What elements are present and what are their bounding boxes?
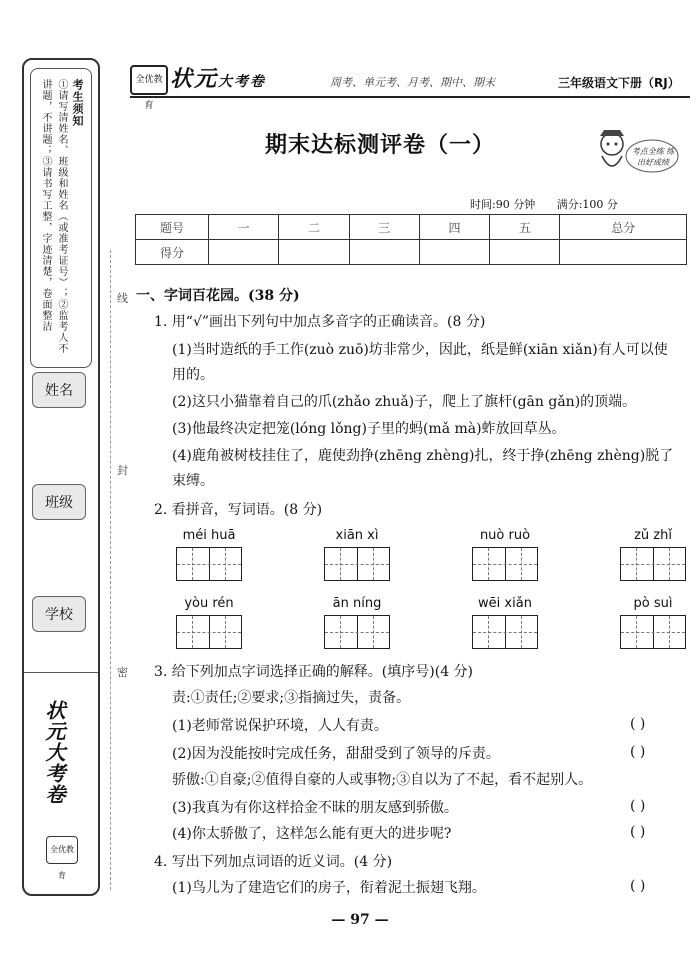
pinyin-label: nuò ruò xyxy=(479,528,531,543)
question-title: 4. 写出下列加点词语的近义词。(4 分) xyxy=(154,854,393,870)
brand-small: 大考卷 xyxy=(218,74,267,90)
pinyin-label: méi huā xyxy=(182,528,236,543)
notice-title: 考生须知 xyxy=(71,79,84,127)
table-cell: 二 xyxy=(279,215,349,240)
writing-grid[interactable] xyxy=(176,547,242,581)
brand-main: 状元 xyxy=(170,67,219,92)
answer-blank[interactable]: ( ) xyxy=(630,824,646,840)
sidebar-logo: 全优教育 xyxy=(46,836,78,864)
pinyin-label: wēi xiǎn xyxy=(478,596,532,611)
table-cell: 四 xyxy=(419,215,489,240)
score-cell[interactable] xyxy=(560,240,687,265)
writing-grid[interactable] xyxy=(472,615,538,649)
school-label: 学校 xyxy=(32,596,86,632)
pinyin-label: zǔ zhǐ xyxy=(634,528,672,543)
cut-mark-secret: 密 xyxy=(117,666,128,679)
notice-box xyxy=(30,68,92,368)
pinyin-label: ān níng xyxy=(332,596,382,611)
page-number: — 97 — xyxy=(331,912,389,928)
table-cell: 五 xyxy=(490,215,560,240)
answer-blank[interactable]: ( ) xyxy=(630,716,646,732)
score-cell[interactable] xyxy=(490,240,560,265)
definition-line: 责:①责任;②要求;③指摘过失，责备。 xyxy=(172,690,411,706)
table-cell: 得分 xyxy=(136,240,209,265)
question-item: (3)他最终决定把笼(lóng lǒng)子里的蚂(mǎ mà)蚱放回草丛。 xyxy=(172,421,566,437)
cut-mark-seal: 封 xyxy=(117,464,128,477)
writing-grid[interactable] xyxy=(324,547,390,581)
pinyin-label: pò suì xyxy=(633,596,673,611)
question-item: (3)我真为有你这样拾金不昧的朋友感到骄傲。 xyxy=(172,800,458,816)
writing-grid[interactable] xyxy=(176,615,242,649)
question-item: (1)当时造纸的手工作(zuò zuō)坊非常少，因此，纸是鲜(xiān xiǎn)有人可以使 xyxy=(172,342,668,358)
name-label: 姓名 xyxy=(32,372,86,408)
pinyin-label: xiān xì xyxy=(335,528,379,543)
binding-strip xyxy=(22,58,100,896)
question-item: (2)因为没能按时完成任务，甜甜受到了领导的斥责。 xyxy=(172,746,500,762)
score-cell[interactable] xyxy=(279,240,349,265)
question-item: 用的。 xyxy=(172,367,214,383)
score-cell[interactable] xyxy=(349,240,419,265)
exam-title: 期末达标测评卷（一） xyxy=(264,133,495,158)
question-item: (4)你太骄傲了，这样怎么能有更大的进步呢? xyxy=(172,826,452,842)
brand-vertical: 状元大考卷 xyxy=(42,700,66,805)
time-score-line xyxy=(470,196,618,212)
table-cell: 总分 xyxy=(560,215,687,240)
question-item: 束缚。 xyxy=(172,473,214,489)
cut-mark-line: 线 xyxy=(117,292,128,305)
grade-label: 三年级语文下册（RJ） xyxy=(558,76,680,90)
score-header-row xyxy=(136,215,687,240)
notice-text: ①请写清姓名、班级和姓名（或准考证号）；②监考人不讲题，不讲题；③请书写工整，字迹清楚，卷面整洁 xyxy=(40,79,67,354)
table-cell: 题号 xyxy=(136,215,209,240)
question-item: (1)鸟儿为了建造它们的房子，衔着泥土振翅飞翔。 xyxy=(172,880,486,896)
writing-grid[interactable] xyxy=(324,615,390,649)
mascot-slogan: 考点全练 练出好成绩 xyxy=(631,147,675,167)
answer-blank[interactable]: ( ) xyxy=(630,744,646,760)
mascot-image xyxy=(590,126,680,184)
definition-line: 骄傲:①自豪;②值得自豪的人或事物;③自以为了不起，看不起别人。 xyxy=(172,772,593,788)
table-cell: 三 xyxy=(349,215,419,240)
question-title: 1. 用“√”画出下列句中加点多音字的正确读音。(8 分) xyxy=(154,314,486,330)
writing-grid[interactable] xyxy=(620,615,686,649)
score-input-row xyxy=(136,240,687,265)
header-divider xyxy=(130,96,690,98)
writing-grid[interactable] xyxy=(472,547,538,581)
question-item: (2)这只小猫靠着自己的爪(zhǎo zhuǎ)子，爬上了旗杆(gān gǎn)的顶端。 xyxy=(172,394,637,410)
publisher-logo: 全优教育 xyxy=(130,65,168,95)
class-label: 班级 xyxy=(32,484,86,520)
question-item: (4)鹿角被树枝挂住了，鹿使劲挣(zhēng zhèng)扎，终于挣(zhēng zhèng)脱了 xyxy=(172,448,674,464)
question-title: 2. 看拼音，写词语。(8 分) xyxy=(154,502,323,518)
score-cell[interactable] xyxy=(209,240,279,265)
brand-title xyxy=(170,62,266,93)
pinyin-label: yòu rén xyxy=(184,596,234,611)
section-heading: 一、字词百花园。(38 分) xyxy=(136,288,300,304)
full-score: 满分:100 分 xyxy=(556,198,618,211)
cut-line xyxy=(110,250,111,890)
score-cell[interactable] xyxy=(419,240,489,265)
table-cell: 一 xyxy=(209,215,279,240)
exam-types: 周考、单元考、月考、期中、期末 xyxy=(330,76,495,89)
answer-blank[interactable]: ( ) xyxy=(630,798,646,814)
question-item: (1)老师常说保护环境，人人有责。 xyxy=(172,718,388,734)
exam-time: 时间:90 分钟 xyxy=(470,198,536,211)
question-title: 3. 给下列加点字词选择正确的解释。(填序号)(4 分) xyxy=(154,664,474,680)
writing-grid[interactable] xyxy=(620,547,686,581)
answer-blank[interactable]: ( ) xyxy=(630,878,646,894)
score-table xyxy=(135,214,687,265)
